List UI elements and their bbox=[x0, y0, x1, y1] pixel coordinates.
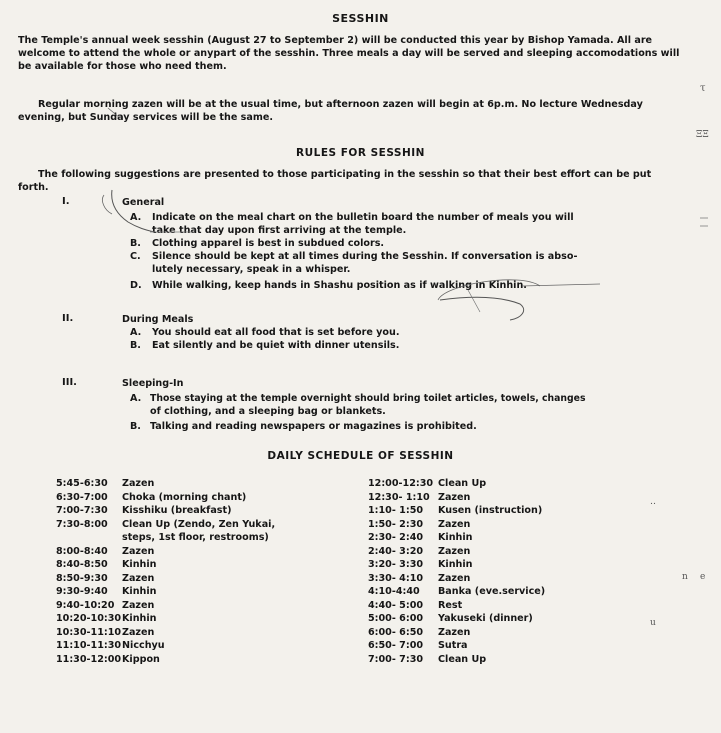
schedule-time: 6:00- 6:50 bbox=[368, 626, 424, 638]
schedule-activity: Zazen bbox=[438, 491, 471, 503]
section-1-item-a-line-1: Indicate on the meal chart on the bulletin board the number of meals you will bbox=[152, 212, 574, 223]
schedule-row bbox=[56, 626, 275, 640]
section-1-heading: General bbox=[122, 197, 165, 208]
margin-mark: n bbox=[682, 572, 688, 582]
schedule-time: 3:30- 4:10 bbox=[368, 572, 424, 584]
schedule-activity: Zazen bbox=[438, 545, 471, 557]
schedule-row bbox=[368, 599, 545, 613]
margin-mark: ‥ bbox=[650, 497, 657, 507]
margin-mark: ΞΞ bbox=[696, 130, 709, 140]
schedule-activity: Kusen (instruction) bbox=[438, 505, 543, 516]
schedule-row bbox=[368, 518, 545, 532]
schedule-activity: Kinhin bbox=[438, 559, 473, 570]
schedule-activity: Zazen bbox=[438, 572, 471, 584]
section-3-item-b-letter: B. bbox=[130, 421, 141, 432]
schedule-time: 5:00- 6:00 bbox=[368, 613, 424, 624]
page-title: SESSHIN bbox=[332, 12, 389, 25]
schedule-activity: Kinhin bbox=[122, 613, 157, 624]
rules-intro-paragraph: The following suggestions are presented to those participating in the sesshin so that their best effort can be put forth. bbox=[18, 169, 652, 193]
margin-mark: τ bbox=[700, 83, 706, 94]
schedule-time: 10:30-11:10 bbox=[56, 626, 122, 638]
schedule-row-continuation bbox=[56, 531, 275, 545]
schedule-activity: Sutra bbox=[438, 640, 468, 651]
regular-schedule-paragraph: Regular morning zazen will be at the usual time, but afternoon zazen will begin at 6p.m. No lecture Wednesday evening, but Sunday services will be the same. bbox=[18, 99, 643, 123]
schedule-time: 7:00-7:30 bbox=[56, 505, 108, 516]
schedule-activity: Kippon bbox=[122, 653, 160, 665]
schedule-time: 12:00-12:30 bbox=[368, 478, 434, 489]
section-3-numeral: III. bbox=[62, 377, 77, 388]
section-1-item-a-letter: A. bbox=[130, 212, 142, 223]
schedule-activity: Kinhin bbox=[122, 586, 157, 597]
schedule-row bbox=[56, 491, 275, 505]
schedule-activity: Clean Up (Zendo, Zen Yukai, bbox=[122, 518, 276, 530]
schedule-time: 8:40-8:50 bbox=[56, 559, 108, 570]
schedule-time: 7:00- 7:30 bbox=[368, 653, 424, 665]
schedule-time: 2:30- 2:40 bbox=[368, 532, 424, 543]
section-3-item-a-line-2: of clothing, and a sleeping bag or blankets. bbox=[150, 406, 386, 417]
schedule-activity: Zazen bbox=[122, 572, 155, 584]
section-1-item-c-line-1: Silence should be kept at all times during the Sesshin. If conversation is abso- bbox=[152, 251, 578, 262]
rules-title: RULES FOR SESSHIN bbox=[296, 147, 425, 159]
section-2-item-b-line-1: Eat silently and be quiet with dinner utensils. bbox=[152, 340, 400, 351]
schedule-activity: Choka (morning chant) bbox=[122, 491, 247, 503]
schedule-activity: Zazen bbox=[122, 545, 155, 557]
schedule-activity: Kinhin bbox=[438, 532, 473, 543]
schedule-activity: Zazen bbox=[438, 626, 471, 638]
schedule-row bbox=[368, 491, 545, 505]
schedule-activity: Yakuseki (dinner) bbox=[438, 613, 533, 624]
schedule-row bbox=[56, 504, 275, 518]
schedule-activity: Nicchyu bbox=[122, 640, 165, 651]
schedule-row bbox=[368, 639, 545, 653]
schedule-row bbox=[56, 572, 275, 586]
schedule-row bbox=[368, 531, 545, 545]
schedule-row bbox=[56, 518, 275, 532]
schedule-time: 8:00-8:40 bbox=[56, 545, 108, 557]
schedule-row bbox=[56, 477, 275, 491]
schedule-time: 11:10-11:30 bbox=[56, 640, 122, 651]
schedule-activity: Zazen bbox=[122, 599, 155, 611]
schedule-activity: Zazen bbox=[438, 518, 471, 530]
section-2-heading: During Meals bbox=[122, 314, 194, 325]
schedule-row bbox=[56, 599, 275, 613]
schedule-row bbox=[56, 558, 275, 572]
schedule-time: 4:40- 5:00 bbox=[368, 599, 424, 611]
section-2-item-a-letter: A. bbox=[130, 327, 142, 338]
schedule-time: 7:30-8:00 bbox=[56, 518, 108, 530]
schedule-time: 9:40-10:20 bbox=[56, 599, 115, 611]
schedule-activity: Clean Up bbox=[438, 478, 487, 489]
schedule-row bbox=[368, 585, 545, 599]
schedule-activity: Zazen bbox=[122, 478, 155, 489]
schedule-time: 8:50-9:30 bbox=[56, 572, 108, 584]
schedule-time: 1:50- 2:30 bbox=[368, 518, 424, 530]
schedule-row bbox=[368, 504, 545, 518]
section-2-item-a-line-1: You should eat all food that is set before you. bbox=[152, 327, 400, 338]
schedule-time: 6:30-7:00 bbox=[56, 491, 108, 503]
section-3-heading: Sleeping-In bbox=[122, 378, 184, 389]
section-2-numeral: II. bbox=[62, 313, 74, 324]
schedule-activity: Zazen bbox=[122, 626, 155, 638]
schedule-row bbox=[368, 612, 545, 626]
section-1-item-c-line-2: lutely necessary, speak in a whisper. bbox=[152, 264, 351, 275]
schedule-row bbox=[368, 572, 545, 586]
schedule-time: 3:20- 3:30 bbox=[368, 559, 424, 570]
schedule-row bbox=[56, 653, 275, 667]
schedule-activity: Kinhin bbox=[122, 559, 157, 570]
schedule-row bbox=[368, 558, 545, 572]
section-3-item-a-line-1: Those staying at the temple overnight should bring toilet articles, towels, changes bbox=[150, 393, 586, 404]
schedule-time: 10:20-10:30 bbox=[56, 613, 122, 624]
schedule-row bbox=[56, 545, 275, 559]
section-1-item-a-line-2: take that day upon first arriving at the temple. bbox=[152, 225, 407, 236]
section-3-item-b-line-1: Talking and reading newspapers or magazines is prohibited. bbox=[150, 421, 477, 432]
schedule-title: DAILY SCHEDULE OF SESSHIN bbox=[267, 450, 454, 462]
margin-mark: e bbox=[700, 572, 706, 582]
schedule-activity: Clean Up bbox=[438, 653, 487, 665]
schedule-row bbox=[368, 477, 545, 491]
schedule-row bbox=[56, 612, 275, 626]
schedule-time: 12:30- 1:10 bbox=[368, 491, 430, 503]
schedule-activity: Kisshiku (breakfast) bbox=[122, 505, 232, 516]
schedule-time: 1:10- 1:50 bbox=[368, 505, 424, 516]
schedule-left-column bbox=[56, 477, 275, 666]
schedule-row bbox=[368, 653, 545, 667]
section-1-item-d-letter: D. bbox=[130, 280, 142, 291]
section-3-item-a-letter: A. bbox=[130, 393, 142, 404]
schedule-time: 6:50- 7:00 bbox=[368, 640, 424, 651]
margin-mark: u bbox=[650, 618, 656, 628]
section-1-item-c-letter: C. bbox=[130, 251, 141, 262]
schedule-row bbox=[56, 639, 275, 653]
schedule-activity: Banka (eve.service) bbox=[438, 586, 546, 597]
schedule-time: 4:10-4:40 bbox=[368, 586, 420, 597]
schedule-row bbox=[368, 545, 545, 559]
schedule-activity: Rest bbox=[438, 599, 463, 611]
section-1-item-b-letter: B. bbox=[130, 238, 141, 249]
schedule-time: 11:30-12:00 bbox=[56, 653, 122, 665]
schedule-row bbox=[368, 626, 545, 640]
schedule-activity-continuation: steps, 1st floor, restrooms) bbox=[122, 532, 269, 543]
schedule-time: 2:40- 3:20 bbox=[368, 545, 424, 557]
section-2-item-b-letter: B. bbox=[130, 340, 141, 351]
section-1-item-d-line-1: While walking, keep hands in Shashu position as if walking in Kinhin. bbox=[152, 280, 527, 291]
intro-paragraph: The Temple's annual week sesshin (August 27 to September 2) will be conducted this year by Bishop Yamada. All are welcome to attend the whole or anypart of the sesshin. Three meals a day will be served and sleeping accomodations will be available for those who need them. bbox=[18, 35, 680, 72]
schedule-time: 5:45-6:30 bbox=[56, 478, 108, 489]
schedule-time: 9:30-9:40 bbox=[56, 586, 108, 597]
schedule-row bbox=[56, 585, 275, 599]
section-1-item-b-line-1: Clothing apparel is best in subdued colors. bbox=[152, 238, 385, 249]
section-1-numeral: I. bbox=[62, 196, 70, 207]
schedule-right-column bbox=[368, 477, 545, 666]
